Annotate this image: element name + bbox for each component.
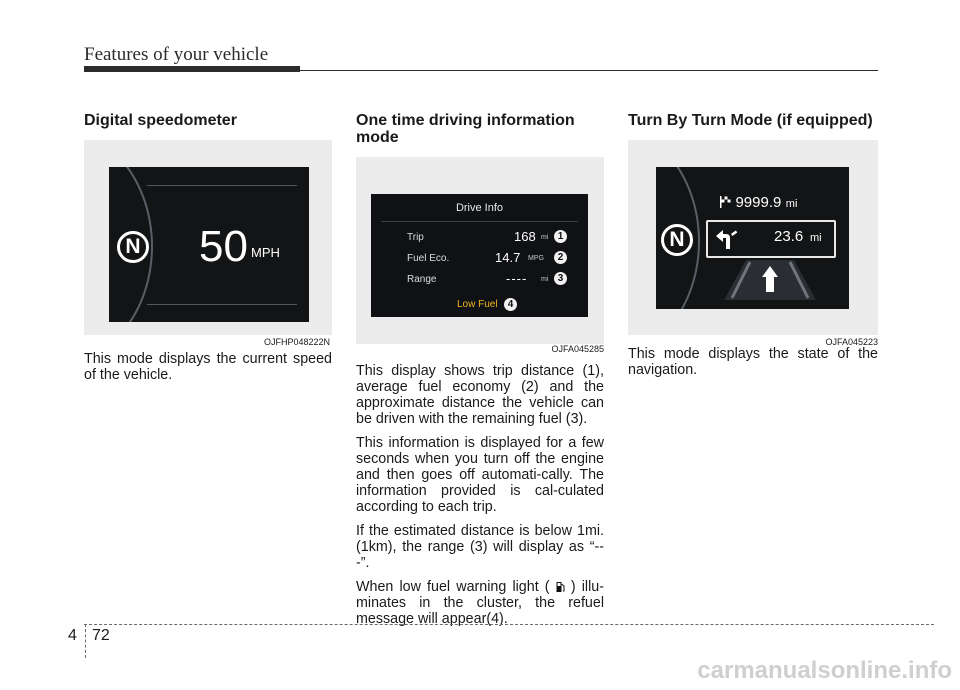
callout-badge: 1 [554,230,567,243]
header-rule [300,70,878,71]
footer-rule [84,624,934,625]
turn-left-arrow-icon [714,227,742,256]
paragraph: This display shows trip distance (1), average fuel economy (2) and the approximate distance the vehicle can be driven with the remaining fuel (3). [356,363,604,427]
screen-divider-bottom [147,304,297,305]
trip-row [371,230,588,250]
text-run: ) illu-minates in the cluster, the refuel message will appear(4). [356,579,604,627]
turn-by-turn-figure [628,140,878,347]
section-digital-speedometer [84,112,334,129]
section-heading: Turn By Turn Mode (if equipped) [628,112,873,129]
row-label: Trip [407,232,424,243]
row-value: ---- [506,271,528,286]
row-label: Fuel Eco. [407,253,450,264]
turn-distance-value: 23.6 [774,228,804,245]
speed-unit: MPH [251,245,280,260]
figure-code: OJFA045285 [551,344,604,354]
fuel-economy-row [371,251,588,271]
watermark: carmanualsonline.info [697,657,952,684]
row-unit: MPG [528,255,544,262]
speedometer-figure [84,140,332,347]
row-value: 14.7 [495,250,521,265]
speed-value: 50 [199,222,248,271]
low-fuel-text: Low Fuel [457,299,498,310]
flag-icon [720,195,731,213]
row-value: 168 [514,229,536,244]
destination-distance [720,194,797,210]
title-underline [381,221,578,222]
callout-badge: 2 [554,251,567,264]
row-label: Range [407,274,437,285]
section-heading: One time driving information mode [356,112,575,146]
drive-info-screen [371,194,588,317]
callout-badge: 4 [504,298,517,311]
section-body [628,346,878,386]
footer-divider [85,624,86,658]
section-turn-by-turn [628,112,878,129]
running-header: Features of your vehicle [84,44,269,65]
fuel-pump-icon [556,581,565,593]
callout-badge: 3 [554,272,567,285]
figure-code: OJFA045223 [825,337,878,347]
screen-divider-top [147,185,297,186]
page-number: 72 [92,627,110,644]
paragraph: This information is displayed for a few seconds when you turn off the engine and then goes off automati-cally. The information provided is cal-culated according to each trip. [356,435,604,515]
paragraph [356,579,604,627]
destination-unit: mi [785,198,798,210]
row-unit: mi [541,276,549,283]
row-unit: mi [541,234,549,241]
section-number: 4 [68,627,77,644]
paragraph: If the estimated distance is below 1mi. (1km), the range (3) will display as “---”. [356,523,604,571]
section-drive-info [356,112,616,146]
range-row [371,272,588,292]
header-bar [84,66,300,72]
section-heading: Digital speedometer [84,112,237,129]
turn-guidance-box [706,220,836,258]
low-fuel-message [457,294,517,308]
road-lanes-graphic [716,260,824,305]
destination-value: 9999.9 [735,194,782,211]
speedometer-screen [109,167,309,322]
turn-by-turn-screen [656,167,849,309]
drive-info-figure [356,157,604,354]
drive-info-title: Drive Info [455,202,504,214]
turn-distance-unit: mi [810,232,822,244]
gear-indicator: N [661,224,693,256]
figure-code: OJFHP048222N [263,337,330,347]
paragraph: This mode displays the state of the navigation. [628,346,878,378]
text-run: When low fuel warning light ( [356,579,550,595]
paragraph: This mode displays the current speed of the vehicle. [84,351,332,383]
section-body [356,363,604,635]
gear-indicator: N [117,231,149,263]
section-body [84,351,332,391]
